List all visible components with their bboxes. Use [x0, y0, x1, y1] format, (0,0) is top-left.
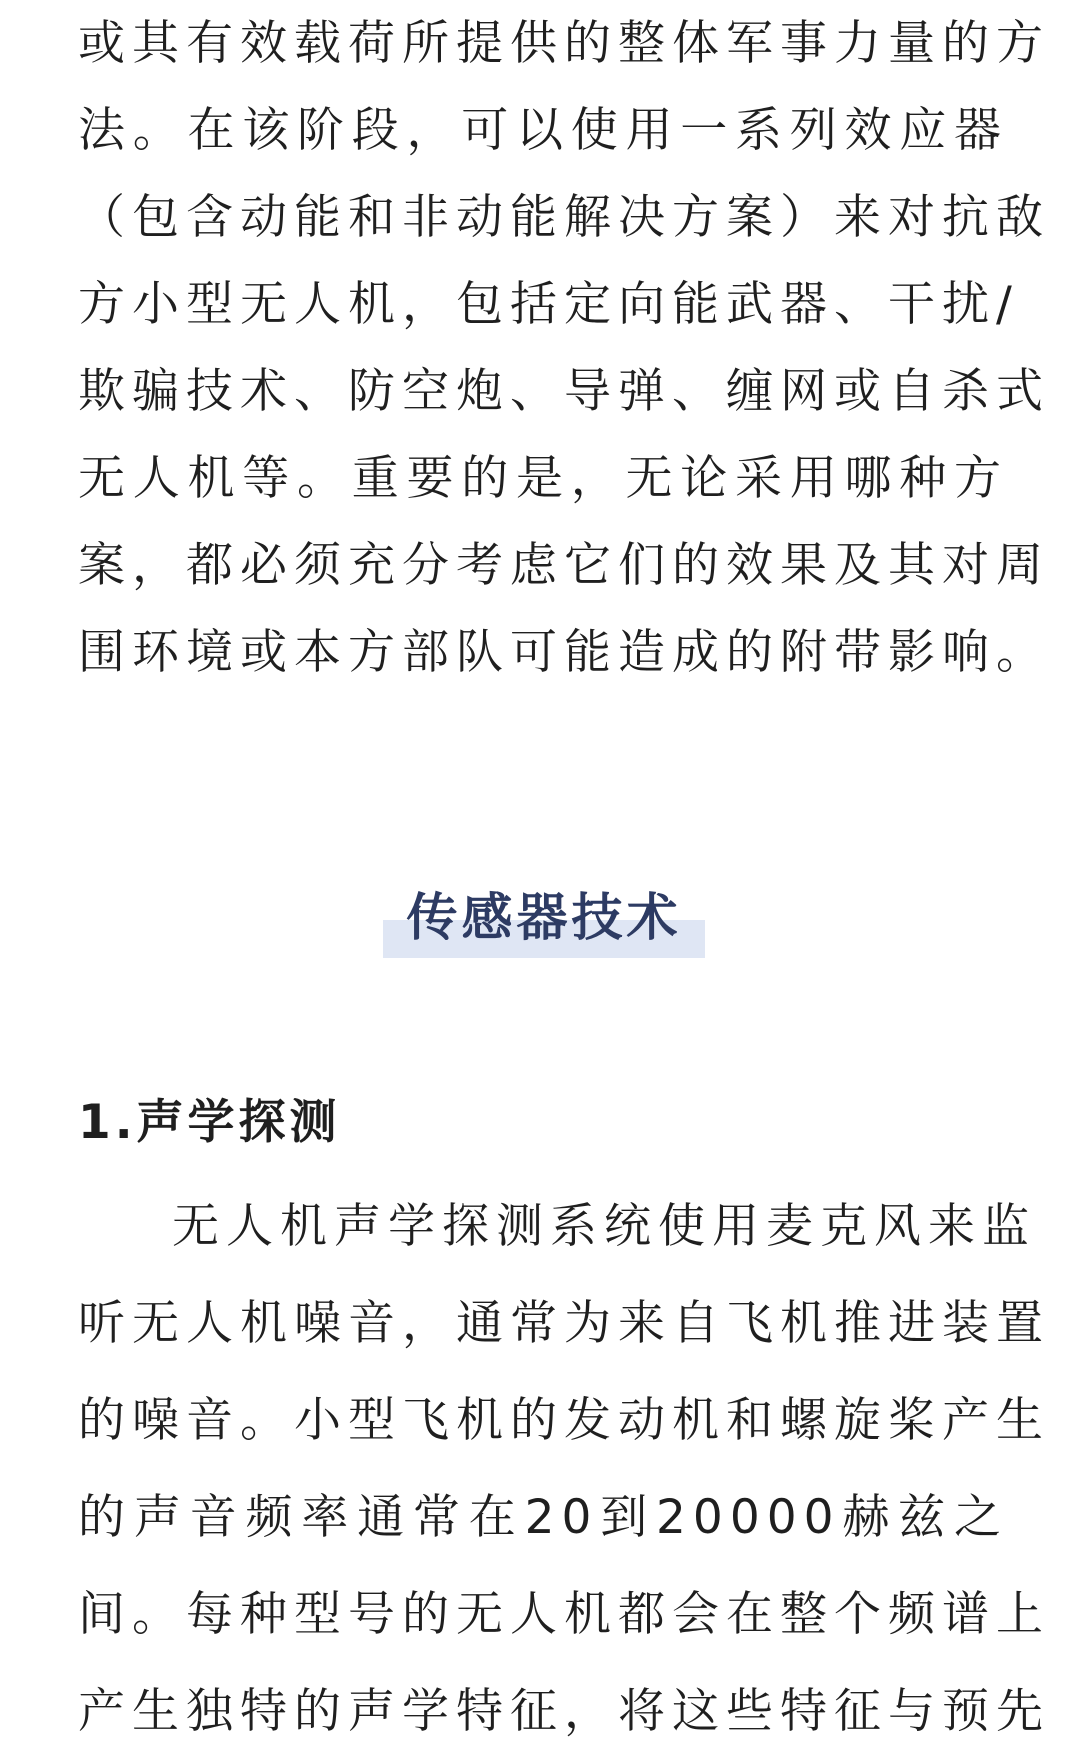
- paragraph-line: 的噪音。小型飞机的发动机和螺旋桨产生: [78, 1393, 1050, 1448]
- paragraph-line: 围环境或本方部队可能造成的附带影响。: [78, 625, 1050, 680]
- section-heading: 传感器技术: [406, 889, 682, 948]
- subsection-title: 1.声学探测: [78, 1095, 341, 1150]
- intro-paragraph: [78, 0, 1050, 696]
- paragraph-line: 无人机声学探测系统使用麦克风来监: [172, 1199, 1036, 1254]
- paragraph-line: 方小型无人机，包括定向能武器、干扰/: [78, 277, 1019, 332]
- paragraph-line: 听无人机噪音，通常为来自飞机推进装置: [78, 1296, 1050, 1351]
- paragraph-line: 案，都必须充分考虑它们的效果及其对周: [78, 538, 1050, 593]
- paragraph-line: （包含动能和非动能解决方案）来对抗敌: [78, 190, 1050, 245]
- body-paragraph: [78, 1178, 1050, 1760]
- paragraph-line: 的声音频率通常在20到20000赫兹之: [78, 1490, 1008, 1545]
- paragraph-line: 产生独特的声学特征，将这些特征与预先: [78, 1684, 1050, 1739]
- paragraph-line: 间。每种型号的无人机都会在整个频谱上: [78, 1587, 1050, 1642]
- paragraph-line: 或其有效载荷所提供的整体军事力量的方: [78, 16, 1050, 71]
- paragraph-line: 法。在该阶段，可以使用一系列效应器: [78, 103, 1008, 158]
- section-heading-block: [383, 880, 705, 960]
- paragraph-line: 无人机等。重要的是，无论采用哪种方: [78, 451, 1008, 506]
- paragraph-line: 欺骗技术、防空炮、导弹、缠网或自杀式: [78, 364, 1050, 419]
